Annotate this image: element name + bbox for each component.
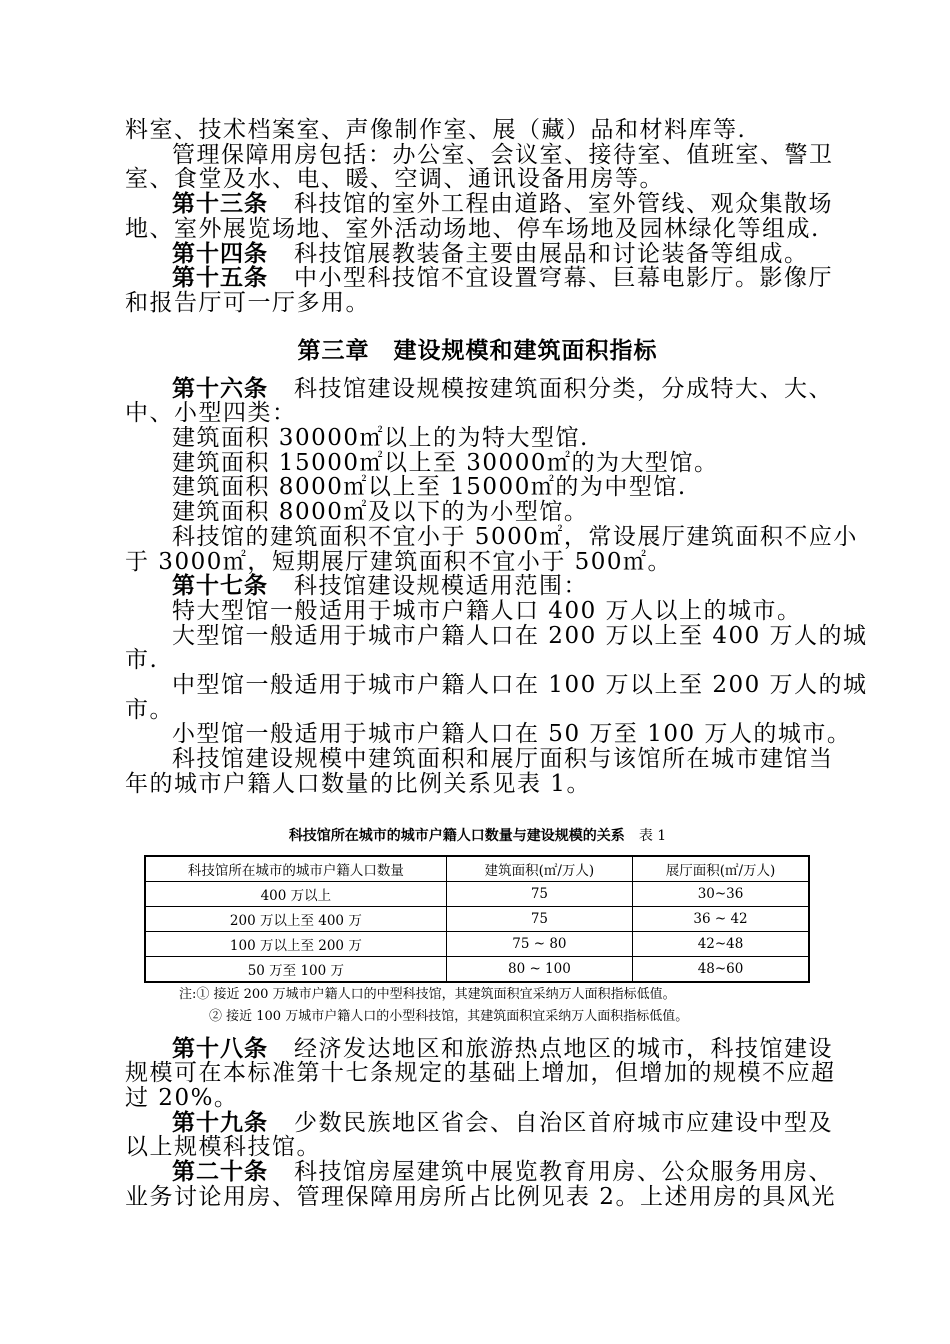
table-number: 表 1 [638,827,667,844]
text-line: 中型馆一般适用于城市户籍人口在 100 万以上至 200 万人的城 [172,672,868,699]
table-cell: 30~36 [633,881,809,906]
text-line: 科技馆的室外工程由道路、室外管线、观众集散场 [294,191,833,218]
article-title: 第二十条 [172,1159,268,1186]
article-title: 第十五条 [172,265,268,292]
article-20 [125,1159,833,1186]
text-line: 管理保障用房包括：办公室、会议室、接待室、值班室、警卫 [172,141,834,168]
table-cell: 400 万以上 [145,881,446,906]
table-row [145,881,809,906]
text-line: 科技馆建设规模适用范围： [294,573,588,600]
table-cell: 36 ~ 42 [633,906,809,931]
table-cell: 200 万以上至 400 万 [145,906,446,931]
text-line: 建筑面积 15000㎡以上至 30000㎡的为大型馆。 [172,449,719,476]
table-caption-text: 科技馆所在城市的城市户籍人口数量与建设规模的关系 [288,827,625,844]
document-page [125,117,868,1210]
article-title: 第十九条 [172,1109,268,1136]
table-cell: 75 [446,906,632,931]
text-line: 中、小型四类： [125,400,297,427]
text-line: 料室、技术档案室、声像制作室、展（藏）品和材料库等. [125,117,747,143]
table-cell: 80 ~ 100 [446,956,632,982]
text-line: 科技馆房屋建筑中展览教育用房、公众服务用房、 [294,1159,833,1186]
table-cell: 48~60 [633,956,809,982]
text-line: 大型馆一般适用于城市户籍人口在 200 万以上至 400 万人的城 [172,622,868,649]
text-line: 特大型馆一般适用于城市户籍人口 400 万人以上的城市。 [172,597,802,624]
text-line: 以上规模科技馆。 [125,1134,321,1161]
table-header-cell: 建筑面积(㎡/万人) [446,856,632,882]
article-14 [125,242,830,267]
text-line: 少数民族地区省会、自治区首府城市应建设中型及 [294,1109,833,1136]
text-line: 过 20%。 [125,1084,239,1111]
text-line: 和报告厅可一厅多用。 [125,289,370,316]
text-line: 建筑面积 8000㎡以上至 15000㎡的为中型馆. [172,474,687,501]
table-row [145,956,809,982]
text-line: 于 3000㎡，短期展厅建筑面积不宜小于 500㎡。 [125,548,673,575]
table-header-cell: 展厅面积(㎡/万人) [633,856,809,882]
table-note-2: ② 接近 100 万城市户籍人口的小型科技馆，其建筑面积宜采纳万人面积指标低值。 [209,1008,689,1024]
table-cell: 50 万至 100 万 [145,956,446,982]
table-cell: 75 ~ 80 [446,931,632,956]
text-line: 业务讨论用房、管理保障用房所占比例见表 2。上述用房的具风光 [125,1183,836,1210]
text-line: 年的城市户籍人口数量的比例关系见表 1。 [125,770,591,797]
text-line: 建筑面积 8000㎡及以下的为小型馆。 [172,499,589,526]
article-title: 第十七条 [172,573,268,600]
article-17 [125,574,830,599]
table-row [145,931,809,956]
text-line: 市. [125,647,159,674]
text-line: 地、室外展览场地、室外活动场地、停车场地及园林绿化等组成. [125,215,820,242]
text-line: 规模可在本标准第十七条规定的基础上增加，但增加的规模不应超 [125,1060,836,1087]
text-line: 科技馆建设规模中建筑面积和展厅面积与该馆所在城市建馆当 [172,746,834,773]
text-line: 科技馆的建筑面积不宜小于 5000㎡，常设展厅建筑面积不应小 [172,523,858,550]
text-line: 科技馆展教装备主要由展品和讨论装备等组成。 [294,240,809,267]
table-cell: 42~48 [633,931,809,956]
table-header-cell: 科技馆所在城市的城市户籍人口数量 [145,856,446,882]
article-13 [125,191,833,218]
article-16 [125,375,833,402]
article-title: 第十三条 [172,191,268,218]
article-title: 第十六条 [172,375,268,402]
article-title: 第十四条 [172,240,268,267]
text-line: 经济发达地区和旅游热点地区的城市，科技馆建设 [294,1035,833,1062]
article-19 [125,1109,833,1136]
text-line: 建筑面积 30000㎡以上的为特大型馆. [172,425,589,452]
table-cell: 100 万以上至 200 万 [145,931,446,956]
article-title: 第十八条 [172,1035,268,1062]
table-cell: 75 [446,881,632,906]
article-18 [125,1035,833,1062]
table-header-row [145,856,809,882]
text-line: 小型馆一般适用于城市户籍人口在 50 万至 100 万人的城市。 [172,721,852,748]
article-15 [125,265,833,292]
chapter-title: 第三章 建设规模和建筑面积指标 [297,337,658,364]
table-row [145,906,809,931]
text-line: 科技馆建设规模按建筑面积分类，分成特大、大、 [294,375,833,402]
text-line: 室、食堂及水、电、暖、空调、通讯设备用房等。 [125,166,664,193]
table-note-1: 注:① 接近 200 万城市户籍人口的中型科技馆，其建筑面积宜采纳万人面积指标低值。 [179,986,676,1002]
table-caption [125,827,830,845]
text-line: 市。 [125,696,174,723]
text-line: 中小型科技馆不宜设置穹幕、巨幕电影厅。影像厅 [294,265,833,292]
population-scale-table [144,855,810,983]
